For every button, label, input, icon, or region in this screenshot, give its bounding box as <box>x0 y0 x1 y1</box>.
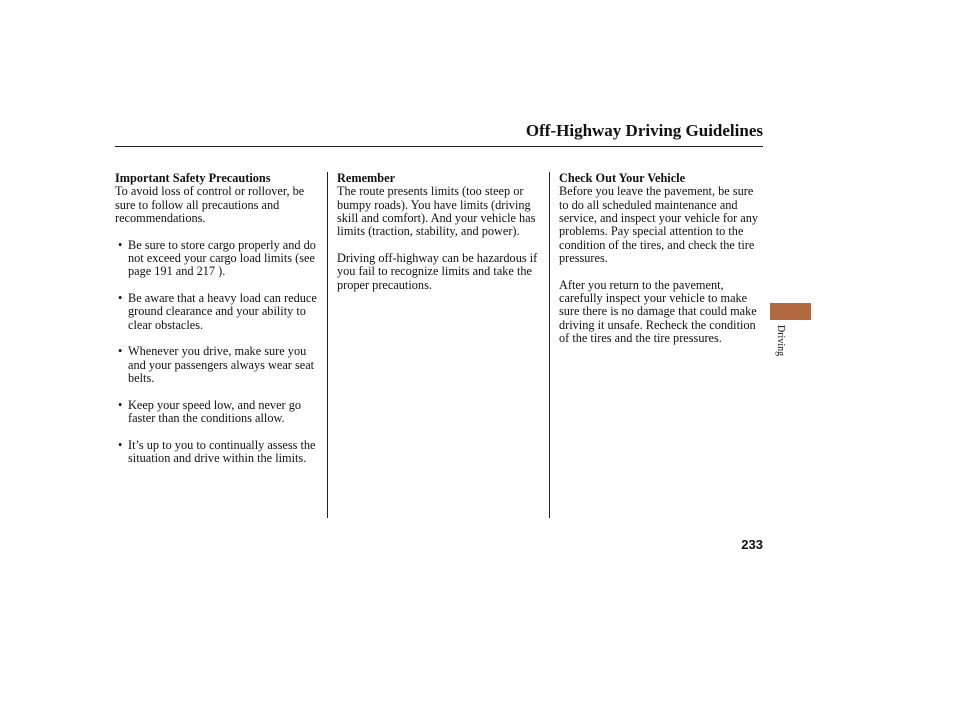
column-check-vehicle <box>559 172 765 345</box>
page-title: Off-Highway Driving Guidelines <box>525 121 763 140</box>
bullet-icon: • <box>118 291 123 306</box>
column-divider <box>327 172 328 518</box>
paragraph: Driving off-highway can be hazardous if you fail to recognize limits and take the proper precautions. <box>337 251 538 292</box>
bullet-icon: • <box>118 237 123 252</box>
precautions-list <box>115 239 323 466</box>
column-remember <box>337 172 543 292</box>
section-tab-marker <box>770 303 811 320</box>
intro-paragraph: To avoid loss of control or rollover, be sure to follow all precautions and recommendations. <box>115 184 305 226</box>
title-divider <box>115 146 763 147</box>
bullet-icon: • <box>118 397 123 412</box>
list-item: • Keep your speed low, and never go faster than the conditions allow. <box>118 397 302 426</box>
section-heading: Check Out Your Vehicle <box>559 171 686 185</box>
list-item: • Whenever you drive, make sure you and your passengers always wear seat belts. <box>118 344 315 386</box>
bullet-icon: • <box>118 437 123 452</box>
paragraph: The route presents limits (too steep or bumpy roads). You have limits (driving skill and comfort). And your vehicle has limits (traction, stability, and power). <box>337 184 536 239</box>
section-heading: Remember <box>337 171 396 185</box>
paragraph: Before you leave the pavement, be sure to do all scheduled maintenance and service, and inspect your vehicle for any problems. Pay special attention to the condition of the tires, and check the tire pressures. <box>559 184 759 266</box>
section-tab-label: Driving <box>775 325 786 357</box>
bullet-icon: • <box>118 344 123 359</box>
page-number: 233 <box>741 537 763 552</box>
column-safety-precautions <box>115 172 323 479</box>
paragraph: After you return to the pavement, carefully inspect your vehicle to make sure there is no damage that could make driving it unsafe. Recheck the condition of the tires and the tire pressures. <box>559 277 757 346</box>
list-item: • It’s up to you to continually assess the situation and drive within the limits. <box>118 437 316 466</box>
list-item: • Be sure to store cargo properly and do not exceed your cargo load limits (see page 191 and 217 ). <box>118 237 316 279</box>
list-item: • Be aware that a heavy load can reduce ground clearance and your ability to clear obstacles. <box>118 291 317 332</box>
column-divider <box>549 172 550 518</box>
section-heading: Important Safety Precautions <box>115 171 271 185</box>
